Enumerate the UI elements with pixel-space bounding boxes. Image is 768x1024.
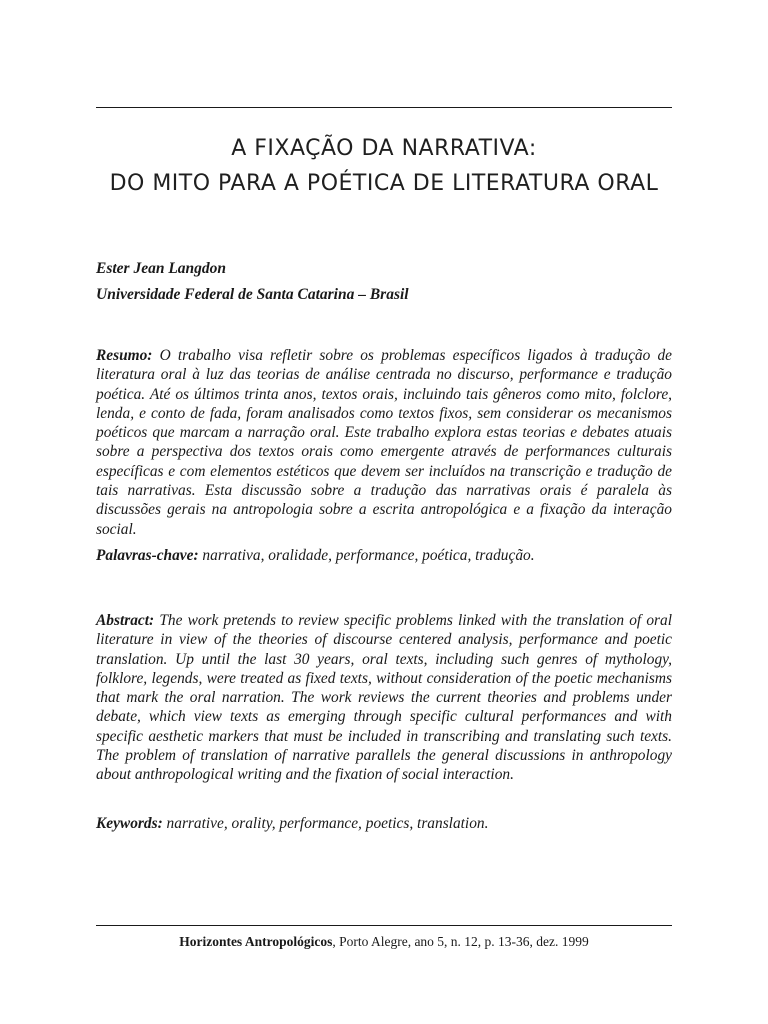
bottom-rule	[96, 925, 672, 926]
footer-citation	[96, 933, 672, 951]
article-title-line-1: A FIXAÇÃO DA NARRATIVA:	[231, 136, 537, 161]
abstract-paragraph	[96, 611, 672, 785]
palavras-chave-label: Palavras-chave:	[96, 547, 199, 564]
abstract-text: The work pretends to review specific problems linked with the translation of oral literature in view of the theories of discourse centered analysis, performance and poetic translation. Up until the last 30 years, oral texts, including such genres of mythology, folklore, legends, were treated as fixed texts, without consideration of the poetic mechanisms that mark the oral narration. The work reviews the current theories and problems under debate, which view texts as emerging through specific cultural performances and with specific aesthetic markers that must be included in transcribing and translating such texts. The problem of translation of narrative parallels the general discussions in anthropology about anthropological writing and the fixation of social interaction.	[96, 612, 672, 784]
palavras-chave-paragraph	[96, 546, 672, 565]
palavras-chave-text: narrativa, oralidade, performance, poética, tradução.	[198, 547, 535, 564]
abstract-label: Abstract:	[96, 612, 155, 629]
author-name: Ester Jean Langdon	[96, 260, 227, 277]
top-rule	[96, 107, 672, 108]
article-title-line-2: DO MITO PARA A POÉTICA DE LITERATURA ORAL	[109, 171, 659, 196]
resumo-label: Resumo:	[96, 347, 153, 364]
resumo-paragraph	[96, 346, 672, 539]
journal-name: Horizontes Antropológicos	[179, 934, 333, 949]
keywords-text: narrative, orality, performance, poetics, translation.	[162, 815, 489, 832]
keywords-label: Keywords:	[96, 815, 163, 832]
citation-details: , Porto Alegre, ano 5, n. 12, p. 13-36, dez. 1999	[332, 934, 589, 949]
resumo-text: O trabalho visa refletir sobre os problemas específicos ligados à tradução de literatura oral à luz das teorias de análise centrada no discurso, performance e tradução poética. Até os últimos trinta anos, textos orais, incluindo tais gêneros como mito, folclore, lenda, e conto de fada, foram analisados como textos fixos, sem considerar os mecanismos poéticos que marcam a narração oral. Este trabalho explora estas teorias e debates atuais sobre a perspectiva dos textos orais como emergente através de performances culturais específicas e com elementos estéticos que devem ser incluídos na transcrição e tradução de tais narrativas. Esta discussão sobre a tradução das narrativas orais é paralela às discussões gerais na antropologia sobre a escrita antropológica e a fixação da interação social.	[96, 347, 672, 538]
author-affiliation: Universidade Federal de Santa Catarina – Brasil	[96, 286, 409, 303]
keywords-paragraph	[96, 814, 672, 833]
